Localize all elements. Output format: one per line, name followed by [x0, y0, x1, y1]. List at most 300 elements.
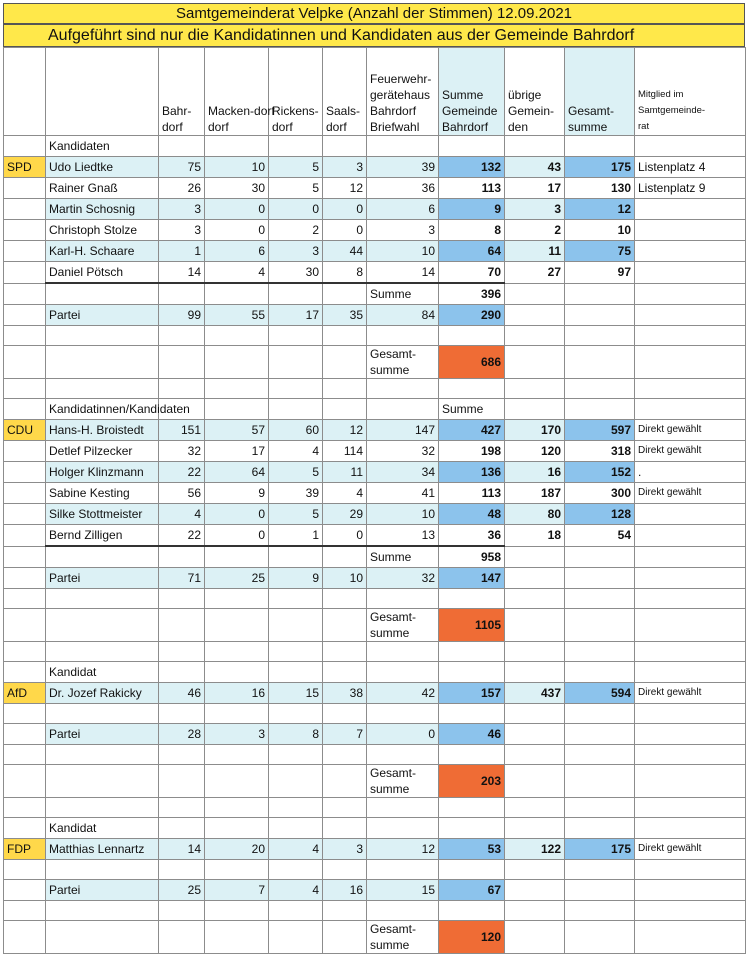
- table-cell: [159, 346, 205, 379]
- table-cell: [565, 880, 635, 901]
- vote-count: 0: [205, 504, 269, 525]
- table-cell: [4, 609, 46, 642]
- table-row: [4, 283, 746, 305]
- vote-count: 11: [323, 462, 367, 483]
- vote-count: 22: [159, 462, 205, 483]
- table-cell: [565, 609, 635, 642]
- table-cell: [269, 901, 323, 921]
- table-cell: [439, 662, 505, 683]
- vote-count: 57: [205, 420, 269, 441]
- vote-count: 38: [323, 683, 367, 704]
- table-cell: [323, 283, 367, 305]
- vote-count: 6: [205, 241, 269, 262]
- table-cell: [439, 798, 505, 818]
- table-cell: [4, 178, 46, 199]
- gesamtsumme-value: 318: [565, 441, 635, 462]
- gesamtsumme-value: 152: [565, 462, 635, 483]
- vote-count: 8: [323, 262, 367, 284]
- vote-count: 1: [269, 525, 323, 547]
- vote-count: 0: [323, 199, 367, 220]
- vote-count: 30: [269, 262, 323, 284]
- cell-text: summe: [568, 120, 608, 134]
- table-cell: [565, 765, 635, 798]
- table-cell: [439, 860, 505, 880]
- table-cell: [635, 745, 746, 765]
- uebrige-value: 16: [505, 462, 565, 483]
- vote-count: 147: [367, 420, 439, 441]
- table-cell: [4, 745, 46, 765]
- table-row: [4, 483, 746, 504]
- table-cell: [565, 901, 635, 921]
- table-cell: [205, 399, 269, 420]
- mitglied-note: [635, 525, 746, 547]
- table-row: [4, 199, 746, 220]
- table-cell: [323, 589, 367, 609]
- summe-gemeinde-value: 53: [439, 839, 505, 860]
- table-cell: [269, 765, 323, 798]
- mitglied-note: Direkt gewählt: [635, 683, 746, 704]
- table-cell: [635, 609, 746, 642]
- cell-text: Saals-: [326, 104, 361, 118]
- mitglied-note: [635, 199, 746, 220]
- vote-count: 14: [159, 262, 205, 284]
- table-cell: [635, 589, 746, 609]
- partei-vote: 32: [367, 568, 439, 589]
- vote-count: 17: [205, 441, 269, 462]
- table-cell: [159, 798, 205, 818]
- sheet-subtitle: Aufgeführt sind nur die Kandidatinnen und Kandidaten aus der Gemeinde Bahrdorf: [3, 24, 745, 47]
- table-cell: [367, 589, 439, 609]
- cell-text: den: [508, 120, 529, 134]
- table-cell: [565, 798, 635, 818]
- cell-text: Summe: [442, 88, 484, 102]
- table-cell: [323, 901, 367, 921]
- table-cell: [205, 609, 269, 642]
- uebrige-value: 17: [505, 178, 565, 199]
- gesamtsumme-label: [367, 346, 439, 379]
- uebrige-value: 2: [505, 220, 565, 241]
- partei-vote: 71: [159, 568, 205, 589]
- table-row: [4, 568, 746, 589]
- vote-count: 46: [159, 683, 205, 704]
- table-cell: [269, 399, 323, 420]
- section-label: Kandidat: [46, 818, 159, 839]
- table-cell: [159, 818, 205, 839]
- table-cell: [565, 546, 635, 568]
- vote-count: 56: [159, 483, 205, 504]
- table-cell: [46, 798, 159, 818]
- partei-vote: 3: [205, 724, 269, 745]
- table-cell: [505, 326, 565, 346]
- results-table-body: [4, 48, 746, 954]
- table-cell: [323, 346, 367, 379]
- candidate-name: Detlef Pilzecker: [46, 441, 159, 462]
- table-cell: [4, 704, 46, 724]
- table-cell: [159, 901, 205, 921]
- table-cell: [4, 48, 46, 136]
- mitglied-note: Listenplatz 9: [635, 178, 746, 199]
- table-cell: [269, 798, 323, 818]
- partei-summe-value: 46: [439, 724, 505, 745]
- vote-count: 13: [367, 525, 439, 547]
- vote-count: 0: [205, 525, 269, 547]
- table-row: [4, 262, 746, 284]
- table-row: [4, 901, 746, 921]
- table-cell: [205, 921, 269, 954]
- vote-count: 5: [269, 462, 323, 483]
- table-cell: [4, 546, 46, 568]
- table-cell: [4, 483, 46, 504]
- cell-text: Gemein-: [508, 104, 555, 118]
- table-cell: [4, 504, 46, 525]
- party-label: SPD: [4, 157, 46, 178]
- table-cell: [323, 798, 367, 818]
- table-cell: [205, 589, 269, 609]
- table-cell: [159, 609, 205, 642]
- summe-value: 958: [439, 546, 505, 568]
- table-row: [4, 504, 746, 525]
- table-cell: [439, 642, 505, 662]
- gesamtsumme-value: 75: [565, 241, 635, 262]
- table-cell: [505, 921, 565, 954]
- cell-text: Gesamt-: [370, 922, 417, 936]
- vote-count: 3: [323, 839, 367, 860]
- cell-text: dorf: [272, 120, 293, 134]
- summe-gemeinde-value: 136: [439, 462, 505, 483]
- table-cell: [323, 326, 367, 346]
- cell-text: Macken-dorf: [208, 104, 275, 118]
- table-cell: [367, 818, 439, 839]
- table-cell: [635, 818, 746, 839]
- candidate-name: Udo Liedtke: [46, 157, 159, 178]
- table-cell: [205, 798, 269, 818]
- vote-count: 39: [269, 483, 323, 504]
- table-cell: [4, 662, 46, 683]
- vote-count: 4: [323, 483, 367, 504]
- uebrige-value: 11: [505, 241, 565, 262]
- table-cell: [269, 921, 323, 954]
- vote-count: 151: [159, 420, 205, 441]
- table-cell: [565, 305, 635, 326]
- table-cell: [565, 283, 635, 305]
- table-cell: [323, 642, 367, 662]
- partei-vote: 84: [367, 305, 439, 326]
- table-cell: [4, 568, 46, 589]
- table-cell: [205, 326, 269, 346]
- table-cell: [323, 136, 367, 157]
- table-cell: [205, 901, 269, 921]
- mitglied-note: Direkt gewählt: [635, 441, 746, 462]
- table-cell: [565, 136, 635, 157]
- table-cell: [159, 283, 205, 305]
- table-cell: [635, 568, 746, 589]
- cell-text: dorf: [162, 120, 183, 134]
- table-cell: [4, 880, 46, 901]
- section-label: Kandidaten: [46, 136, 159, 157]
- table-cell: [205, 704, 269, 724]
- gesamtsumme-total: 1105: [439, 609, 505, 642]
- summe-gemeinde-value: 132: [439, 157, 505, 178]
- table-cell: [565, 662, 635, 683]
- table-cell: [46, 765, 159, 798]
- partei-summe-value: 147: [439, 568, 505, 589]
- table-cell: [205, 283, 269, 305]
- table-cell: [635, 283, 746, 305]
- table-cell: [269, 346, 323, 379]
- summe-gemeinde-value: 113: [439, 178, 505, 199]
- header-rickensdorf: [269, 48, 323, 136]
- gesamtsumme-value: 300: [565, 483, 635, 504]
- vote-count: 42: [367, 683, 439, 704]
- table-cell: [635, 305, 746, 326]
- vote-count: 10: [367, 241, 439, 262]
- candidate-name: Dr. Jozef Rakicky: [46, 683, 159, 704]
- vote-count: 44: [323, 241, 367, 262]
- table-cell: [159, 745, 205, 765]
- table-cell: [159, 546, 205, 568]
- table-row: [4, 305, 746, 326]
- gesamtsumme-label: [367, 609, 439, 642]
- table-cell: [4, 283, 46, 305]
- party-label: FDP: [4, 839, 46, 860]
- table-cell: [635, 860, 746, 880]
- header-gesamtsumme: [565, 48, 635, 136]
- section-label: Kandidat: [46, 662, 159, 683]
- table-cell: [505, 136, 565, 157]
- table-cell: [269, 326, 323, 346]
- cell-text: Gesamt-: [568, 104, 615, 118]
- table-cell: [635, 642, 746, 662]
- table-cell: [269, 704, 323, 724]
- partei-vote: 28: [159, 724, 205, 745]
- table-cell: [565, 589, 635, 609]
- table-cell: [439, 379, 505, 399]
- candidate-name: Bernd Zilligen: [46, 525, 159, 547]
- cell-text: dorf: [326, 120, 347, 134]
- candidate-name: Silke Stottmeister: [46, 504, 159, 525]
- gesamtsumme-value: 54: [565, 525, 635, 547]
- candidate-name: Karl-H. Schaare: [46, 241, 159, 262]
- vote-count: 12: [323, 178, 367, 199]
- section-summe-label: Summe: [439, 399, 505, 420]
- table-cell: [4, 798, 46, 818]
- table-row: [4, 346, 746, 379]
- vote-count: 10: [205, 157, 269, 178]
- vote-count: 22: [159, 525, 205, 547]
- table-cell: [269, 136, 323, 157]
- cell-text: Gesamt-: [370, 610, 417, 624]
- table-cell: [323, 546, 367, 568]
- vote-count: 36: [367, 178, 439, 199]
- vote-count: 4: [159, 504, 205, 525]
- summe-gemeinde-value: 70: [439, 262, 505, 284]
- table-cell: [159, 921, 205, 954]
- table-cell: [635, 346, 746, 379]
- table-cell: [4, 399, 46, 420]
- table-cell: [205, 818, 269, 839]
- gesamtsumme-value: 597: [565, 420, 635, 441]
- table-cell: [505, 724, 565, 745]
- table-cell: [505, 346, 565, 379]
- table-cell: [4, 136, 46, 157]
- table-cell: [565, 745, 635, 765]
- table-cell: [323, 379, 367, 399]
- table-cell: [565, 568, 635, 589]
- table-cell: [46, 48, 159, 136]
- table-cell: [323, 765, 367, 798]
- table-row: [4, 765, 746, 798]
- table-cell: [635, 326, 746, 346]
- table-row: [4, 379, 746, 399]
- table-cell: [4, 642, 46, 662]
- table-cell: [269, 546, 323, 568]
- summe-label: Summe: [367, 546, 439, 568]
- cell-text: gerätehaus: [370, 88, 431, 102]
- table-cell: [46, 642, 159, 662]
- cell-text: summe: [370, 363, 410, 377]
- table-cell: [635, 798, 746, 818]
- table-cell: [635, 662, 746, 683]
- header-mackendorf: [205, 48, 275, 136]
- table-row: [4, 724, 746, 745]
- table-cell: [269, 609, 323, 642]
- cell-text: Gesamt-: [370, 766, 417, 780]
- table-cell: [323, 609, 367, 642]
- table-cell: [205, 546, 269, 568]
- partei-vote: 7: [205, 880, 269, 901]
- table-cell: [505, 609, 565, 642]
- vote-count: 60: [269, 420, 323, 441]
- table-cell: [4, 262, 46, 284]
- vote-count: 14: [367, 262, 439, 284]
- table-cell: [159, 765, 205, 798]
- summe-gemeinde-value: 427: [439, 420, 505, 441]
- sheet-title: Samtgemeinderat Velpke (Anzahl der Stimmen) 12.09.2021: [3, 3, 745, 24]
- mitglied-note: [635, 504, 746, 525]
- party-label: CDU: [4, 420, 46, 441]
- table-cell: [269, 662, 323, 683]
- vote-count: 14: [159, 839, 205, 860]
- table-row: [4, 178, 746, 199]
- table-cell: [4, 724, 46, 745]
- table-row: [4, 704, 746, 724]
- summe-gemeinde-value: 198: [439, 441, 505, 462]
- table-cell: [367, 379, 439, 399]
- vote-count: 3: [159, 199, 205, 220]
- table-row: [4, 220, 746, 241]
- table-cell: [4, 379, 46, 399]
- table-cell: [46, 901, 159, 921]
- vote-count: 4: [269, 839, 323, 860]
- table-cell: [367, 860, 439, 880]
- uebrige-value: 27: [505, 262, 565, 284]
- table-cell: [505, 901, 565, 921]
- table-cell: [565, 326, 635, 346]
- table-cell: [46, 745, 159, 765]
- mitglied-note: Direkt gewählt: [635, 839, 746, 860]
- partei-vote: 9: [269, 568, 323, 589]
- table-cell: [367, 399, 439, 420]
- table-cell: [635, 921, 746, 954]
- table-cell: [159, 136, 205, 157]
- vote-count: 4: [205, 262, 269, 284]
- table-cell: [505, 798, 565, 818]
- partei-label: Partei: [46, 305, 159, 326]
- uebrige-value: 18: [505, 525, 565, 547]
- cell-text: Bahrdorf: [442, 120, 489, 134]
- table-cell: [505, 642, 565, 662]
- table-cell: [4, 305, 46, 326]
- table-cell: [635, 399, 746, 420]
- partei-vote: 16: [323, 880, 367, 901]
- header-summe-gemeinde: [439, 48, 505, 136]
- table-row: [4, 683, 746, 704]
- table-row: [4, 157, 746, 178]
- summe-gemeinde-value: 48: [439, 504, 505, 525]
- vote-count: 1: [159, 241, 205, 262]
- table-cell: [4, 441, 46, 462]
- vote-count: 4: [269, 441, 323, 462]
- table-row: [4, 48, 746, 136]
- table-cell: [269, 642, 323, 662]
- candidate-name: Matthias Lennartz: [46, 839, 159, 860]
- vote-count: 20: [205, 839, 269, 860]
- gesamtsumme-total: 203: [439, 765, 505, 798]
- table-cell: [4, 589, 46, 609]
- partei-label: Partei: [46, 724, 159, 745]
- table-cell: [46, 326, 159, 346]
- table-cell: [323, 860, 367, 880]
- cell-text: Bahrdorf: [370, 104, 417, 118]
- table-cell: [159, 860, 205, 880]
- table-cell: [505, 704, 565, 724]
- partei-label: Partei: [46, 568, 159, 589]
- table-row: [4, 420, 746, 441]
- table-cell: [505, 765, 565, 798]
- table-cell: [269, 860, 323, 880]
- partei-vote: 25: [159, 880, 205, 901]
- mitglied-note: Listenplatz 4: [635, 157, 746, 178]
- mitglied-note: [635, 220, 746, 241]
- table-cell: [159, 704, 205, 724]
- vote-count: 3: [367, 220, 439, 241]
- table-cell: [269, 745, 323, 765]
- table-cell: [565, 346, 635, 379]
- gesamtsumme-value: 130: [565, 178, 635, 199]
- vote-count: 0: [323, 220, 367, 241]
- table-cell: [46, 704, 159, 724]
- gesamtsumme-total: 120: [439, 921, 505, 954]
- table-row: [4, 662, 746, 683]
- table-cell: [565, 399, 635, 420]
- table-row: [4, 589, 746, 609]
- partei-vote: 25: [205, 568, 269, 589]
- table-cell: [323, 745, 367, 765]
- table-cell: [159, 326, 205, 346]
- table-cell: [4, 860, 46, 880]
- table-cell: [205, 745, 269, 765]
- table-row: [4, 546, 746, 568]
- table-cell: [205, 662, 269, 683]
- table-cell: [367, 745, 439, 765]
- header-mitglied: [635, 48, 746, 136]
- partei-vote: 17: [269, 305, 323, 326]
- table-cell: [46, 860, 159, 880]
- vote-count: 16: [205, 683, 269, 704]
- candidate-name: Rainer Gnaß: [46, 178, 159, 199]
- uebrige-value: 437: [505, 683, 565, 704]
- vote-count: 32: [159, 441, 205, 462]
